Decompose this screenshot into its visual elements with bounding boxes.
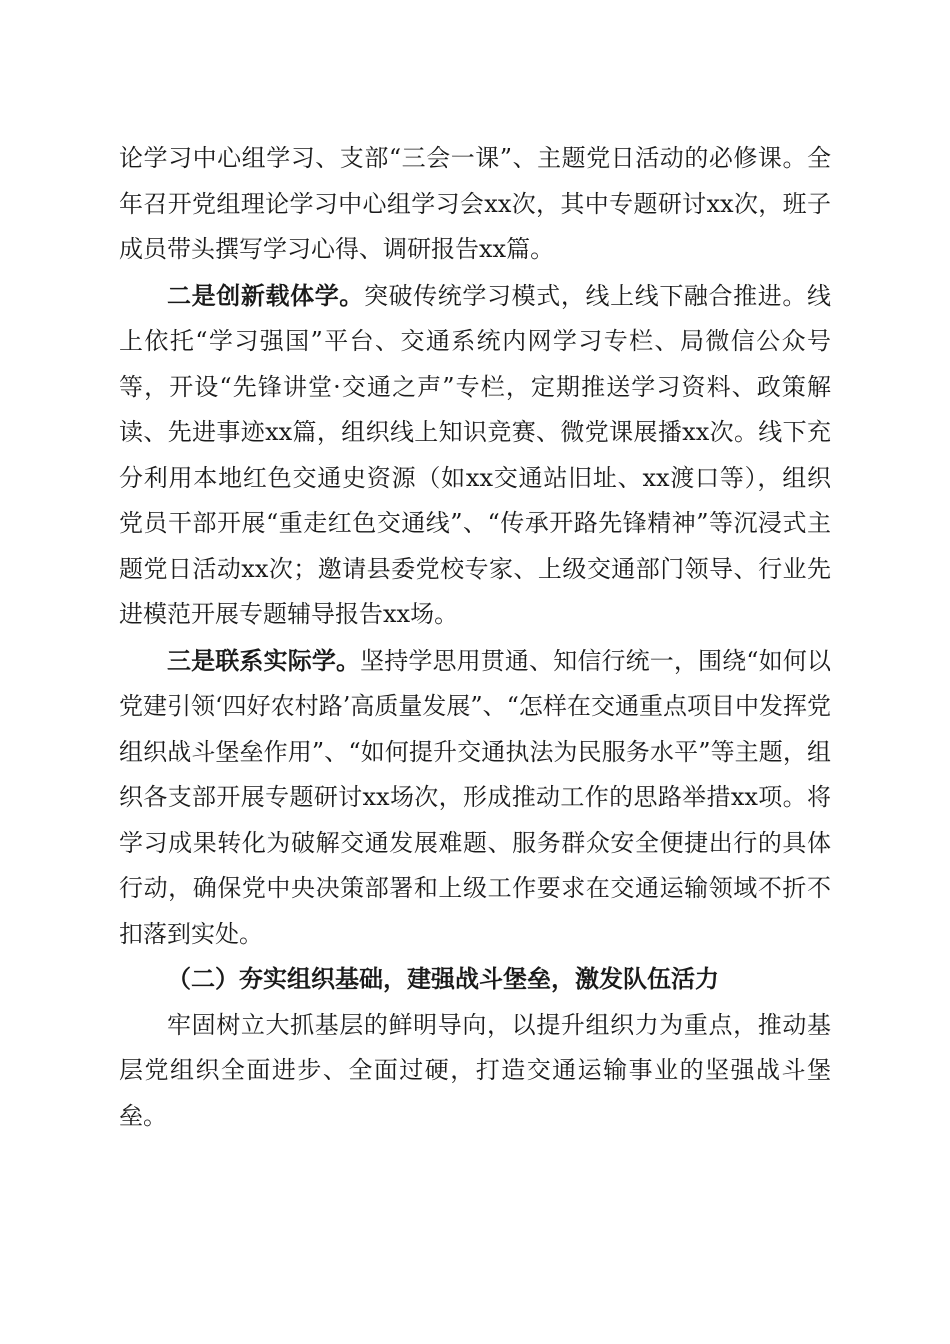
paragraph-text: 坚持学思用贯通、知信行统一，围绕“如何以党建引领‘四好农村路’高质量发展”、“怎样在交通重点项目中发挥党组织战斗堡垒作用”、“如何提升交通执法为民服务水平”等主题，组织各支部开展专题研讨xx场次，形成推动工作的思路举措xx项。将学习成果转化为破解交通发展难题、服务群众安全便捷出行的具体行动，确保党中央决策部署和上级工作要求在交通运输领域不折不扣落到实处。: [119, 646, 831, 948]
paragraph-text: 突破传统学习模式，线上线下融合推进。线上依托“学习强国”平台、交通系统内网学习专栏、局微信公众号等，开设“先锋讲堂·交通之声”专栏，定期推送学习资料、政策解读、先进事迹xx篇，组织线上知识竞赛、微党课展播xx次。线下充分利用本地红色交通史资源（如xx交通站旧址、xx渡口等），组织党员干部开展“重走红色交通线”、“传承开路先锋精神”等沉浸式主题党日活动xx次；邀请县委党校专家、上级交通部门领导、行业先进模范开展专题辅导报告xx场。: [119, 281, 832, 628]
paragraph-lead: 三是联系实际学。: [167, 645, 361, 675]
paragraph-text: 牢固树立大抓基层的鲜明导向，以提升组织力为重点，推动基层党组织全面进步、全面过硬，打造交通运输事业的坚强战斗堡垒。: [119, 1010, 831, 1130]
section-heading: （二）夯实组织基础，建强战斗堡垒，激发队伍活力: [167, 965, 719, 993]
paragraph-organization-foundation: [119, 1003, 831, 1140]
paragraph-lead: 二是创新载体学。: [167, 280, 364, 310]
paragraph-study-system: [119, 136, 831, 273]
paragraph-innovative-carriers: [119, 273, 831, 638]
paragraph-practical-study: [119, 638, 831, 958]
document-body: [119, 136, 831, 1139]
paragraph-text: 论学习中心组学习、支部“三会一课”、主题党日活动的必修课。全年召开党组理论学习中心组学习会xx次，其中专题研讨xx次，班子成员带头撰写学习心得、调研报告xx篇。: [119, 144, 831, 263]
